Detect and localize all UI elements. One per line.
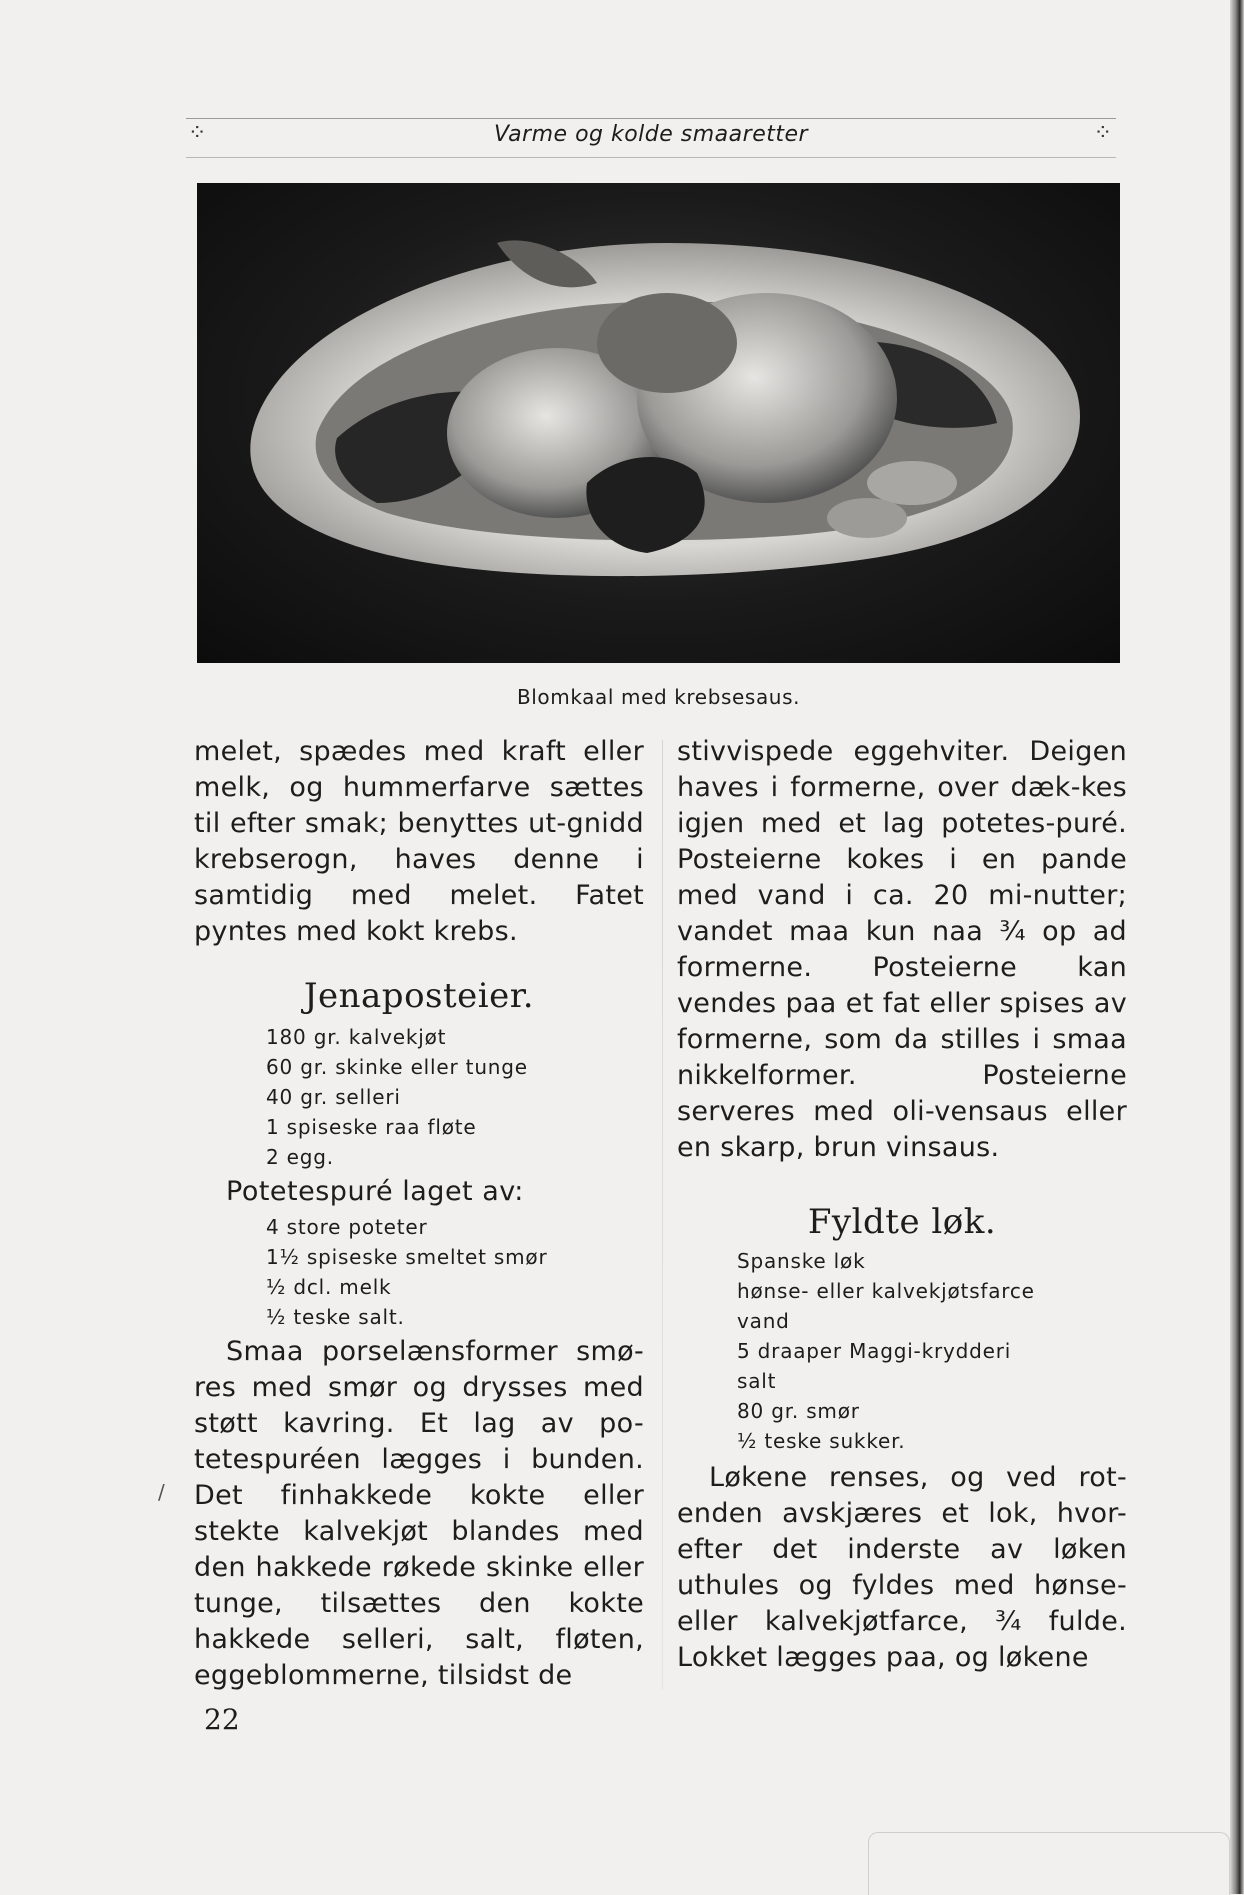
ingredient-list-3 [737, 1246, 1127, 1456]
ornament-left-icon: ⁘ [188, 121, 207, 146]
ingredient-list-2 [266, 1212, 644, 1332]
fyldte-lok-method-paragraph: Løkene renses, og ved rot-enden avskjæres et lok, hvor-efter det inderste av løken uthules og fyldes med hønse-eller kalvekjøtfarce, ¾ fulde. Lokket lægges paa, og løkene [677, 1462, 1127, 1673]
ingredient-item: ½ teske sukker. [737, 1429, 906, 1453]
pencil-mark-icon: / [158, 1480, 165, 1504]
ingredient-item: 5 draaper Maggi-krydderi [737, 1339, 1012, 1363]
ingredient-item: 180 gr. kalvekjøt [266, 1025, 447, 1049]
ingredient-item: vand [737, 1309, 790, 1333]
potetespure-subheading: Potetespuré laget av: [226, 1176, 524, 1207]
page-edge [1230, 0, 1244, 1894]
photo-caption: Blomkaal med krebsesaus. [516, 685, 801, 709]
ingredient-item: hønse- eller kalvekjøtsfarce [737, 1279, 1035, 1303]
right-column [677, 734, 1127, 1676]
ingredient-list-1 [266, 1022, 644, 1172]
left-column [194, 734, 644, 1694]
ingredient-item: 80 gr. smør [737, 1399, 860, 1423]
ingredient-item: Spanske løk [737, 1249, 866, 1273]
ingredient-item: 60 gr. skinke eller tunge [266, 1055, 528, 1079]
recipe-title-jenaposteier: Jenaposteier. [303, 976, 535, 1016]
page-number: 22 [204, 1703, 240, 1736]
page-tab-outline [868, 1832, 1230, 1895]
ingredient-item: ½ dcl. melk [266, 1275, 392, 1299]
ingredient-item: 1½ spiseske smeltet smør [266, 1245, 548, 1269]
header-title: Varme og kolde smaaretter [493, 122, 809, 147]
cauliflower-dish-illustration [197, 183, 1120, 663]
dish-photo [197, 183, 1120, 663]
ingredient-item: salt [737, 1369, 777, 1393]
ingredient-item: 2 egg. [266, 1145, 334, 1169]
ornament-right-icon: ⁘ [1093, 121, 1112, 146]
running-header [186, 118, 1116, 158]
ingredient-item: ½ teske salt. [266, 1305, 405, 1329]
method-paragraph: Smaa porselænsformer smø-res med smør og drysses med støtt kavring. Et lag av po-tetespuréen lægges i bunden. Det finhakkede kokte eller stekte kalvekjøt blandes med den hakkede røkede skinke eller tunge, tilsættes den kokte hakkede selleri, salt, fløten, eggeblommerne, tilsidst de [194, 1336, 644, 1691]
ingredient-item: 1 spiseske raa fløte [266, 1115, 477, 1139]
column-divider [662, 740, 663, 1690]
method-continued-paragraph: stivvispede eggehviter. Deigen haves i formerne, over dæk-kes igjen med et lag potetes-puré. Posteierne kokes i en pande med vand i ca. 20 mi-nutter; vandet maa kun naa ¾ op ad formerne. Posteierne kan vendes paa et fat eller spises av formerne, som da stilles i smaa nikkelformer. Posteierne serveres med oli-vensaus eller en skarp, brun vinsaus. [677, 736, 1127, 1163]
intro-paragraph: melet, spædes med kraft eller melk, og hummerfarve sættes til efter smak; benyttes ut-gnidd krebserogn, haves denne i samtidig med melet. Fatet pyntes med kokt krebs. [194, 736, 644, 947]
ingredient-item: 40 gr. selleri [266, 1085, 401, 1109]
ingredient-item: 4 store poteter [266, 1215, 428, 1239]
recipe-title-fyldte-lok: Fyldte løk. [807, 1202, 997, 1242]
